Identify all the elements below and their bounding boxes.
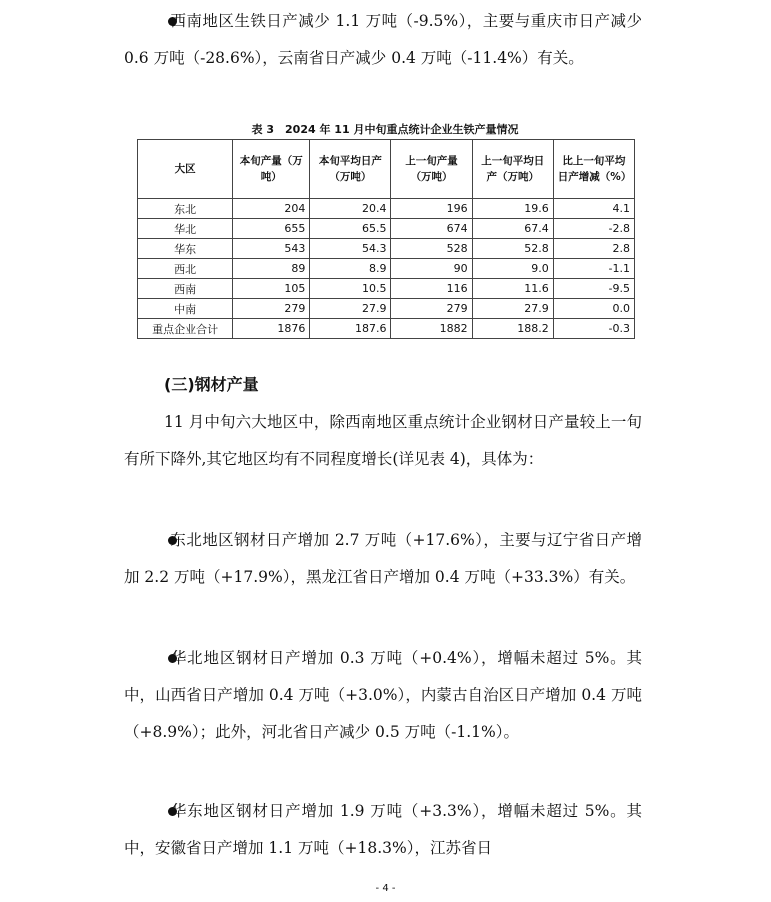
cell-prev-avg: 19.6 xyxy=(472,199,553,219)
cell-change: 2.8 xyxy=(553,239,634,259)
cell-prev-output: 90 xyxy=(391,259,472,279)
cell-region: 东北 xyxy=(138,199,233,219)
cell-avg: 187.6 xyxy=(310,319,391,339)
cell-prev-output: 279 xyxy=(391,299,472,319)
cell-change: 4.1 xyxy=(553,199,634,219)
bullet-icon xyxy=(124,522,170,559)
paragraph-steel-intro: 11 月中旬六大地区中，除西南地区重点统计企业钢材日产量较上一旬有所下降外,其它地区均有不同程度增长(详见表 4)，具体为： xyxy=(124,413,642,468)
paragraph-southwest-iron: 西南地区生铁日产减少 1.1 万吨（-9.5%），主要与重庆市日产减少 0.6 万吨（-28.6%），云南省日产减少 0.4 万吨（-11.4%）有关。 xyxy=(124,3,642,77)
header-output: 本旬产量（万吨） xyxy=(233,140,310,199)
bullet-icon xyxy=(124,3,170,40)
cell-change: -9.5 xyxy=(553,279,634,299)
paragraph-east-steel: 华东地区钢材日产增加 1.9 万吨（+3.3%），增幅未超过 5%。其中，安徽省日产增加 1.1 万吨（+18.3%），江苏省日 xyxy=(124,793,642,867)
cell-output: 279 xyxy=(233,299,310,319)
header-avg: 本旬平均日产（万吨） xyxy=(310,140,391,199)
section-heading-steel-output: (三)钢材产量 xyxy=(164,375,259,394)
paragraph-northeast-steel: 东北地区钢材日产增加 2.7 万吨（+17.6%），主要与辽宁省日产增加 2.2 万吨（+17.9%），黑龙江省日产增加 0.4 万吨（+33.3%）有关。 xyxy=(124,522,642,596)
table-row xyxy=(138,259,635,279)
cell-change: -1.1 xyxy=(553,259,634,279)
paragraph-north-steel: 华北地区钢材日产增加 0.3 万吨（+0.4%），增幅未超过 5%。其中，山西省日产增加 0.4 万吨（+3.0%），内蒙古自治区日产增加 0.4 万吨（+8.9%）；此外，河北省日产减少 0.5 万吨（-1.1%）。 xyxy=(124,640,642,751)
cell-region: 重点企业合计 xyxy=(138,319,233,339)
cell-output: 543 xyxy=(233,239,310,259)
table-row xyxy=(138,219,635,239)
cell-avg: 10.5 xyxy=(310,279,391,299)
cell-prev-output: 674 xyxy=(391,219,472,239)
cell-avg: 65.5 xyxy=(310,219,391,239)
cell-prev-output: 528 xyxy=(391,239,472,259)
cell-region: 华东 xyxy=(138,239,233,259)
cell-prev-avg: 67.4 xyxy=(472,219,553,239)
pig-iron-output-table xyxy=(137,139,635,339)
header-prev-avg: 上一旬平均日产（万吨） xyxy=(472,140,553,199)
cell-output: 655 xyxy=(233,219,310,239)
table-total-row xyxy=(138,319,635,339)
cell-avg: 54.3 xyxy=(310,239,391,259)
cell-change: 0.0 xyxy=(553,299,634,319)
cell-output: 105 xyxy=(233,279,310,299)
cell-change: -2.8 xyxy=(553,219,634,239)
cell-avg: 8.9 xyxy=(310,259,391,279)
cell-output: 204 xyxy=(233,199,310,219)
cell-region: 中南 xyxy=(138,299,233,319)
bullet-icon xyxy=(124,640,170,677)
header-region: 大区 xyxy=(138,140,233,199)
cell-prev-avg: 11.6 xyxy=(472,279,553,299)
cell-region: 华北 xyxy=(138,219,233,239)
cell-region: 西南 xyxy=(138,279,233,299)
cell-prev-output: 116 xyxy=(391,279,472,299)
cell-avg: 27.9 xyxy=(310,299,391,319)
cell-region: 西北 xyxy=(138,259,233,279)
cell-change: -0.3 xyxy=(553,319,634,339)
cell-output: 1876 xyxy=(233,319,310,339)
bullet-icon xyxy=(124,793,170,830)
page-number: - 4 - xyxy=(375,883,396,894)
cell-prev-avg: 52.8 xyxy=(472,239,553,259)
cell-prev-output: 1882 xyxy=(391,319,472,339)
header-change: 比上一旬平均日产增减（%） xyxy=(553,140,634,199)
cell-prev-avg: 9.0 xyxy=(472,259,553,279)
table-row xyxy=(138,199,635,219)
cell-prev-output: 196 xyxy=(391,199,472,219)
table-row xyxy=(138,279,635,299)
table-header-row xyxy=(138,140,635,199)
table-caption: 表 3 2024 年 11 月中旬重点统计企业生铁产量情况 xyxy=(251,123,519,136)
cell-prev-avg: 188.2 xyxy=(472,319,553,339)
header-prev-output: 上一旬产量（万吨） xyxy=(391,140,472,199)
cell-output: 89 xyxy=(233,259,310,279)
table-row xyxy=(138,239,635,259)
table-row xyxy=(138,299,635,319)
cell-avg: 20.4 xyxy=(310,199,391,219)
cell-prev-avg: 27.9 xyxy=(472,299,553,319)
